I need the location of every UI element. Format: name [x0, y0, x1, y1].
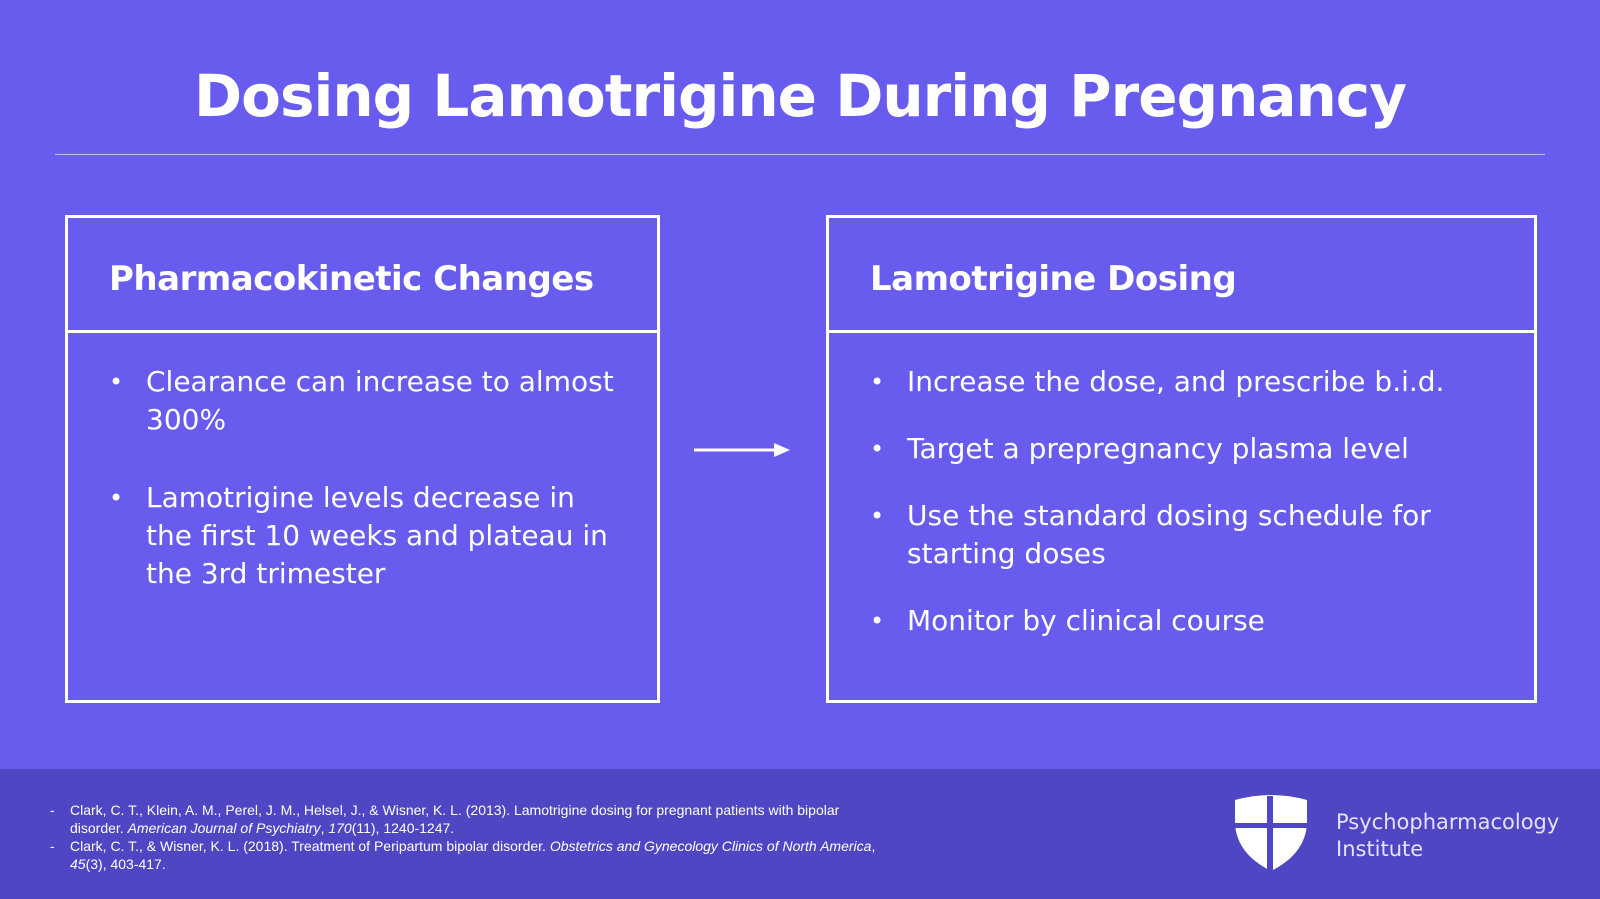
- reference-item: [50, 837, 890, 873]
- shield-cross-icon: [1231, 794, 1311, 872]
- bullet-icon: •: [109, 484, 124, 512]
- lamotrigine-dosing-card: [826, 215, 1537, 703]
- bullet-list: [870, 363, 1494, 640]
- list-item-text: Lamotrigine levels decrease in the first 10 weeks and plateau in the 3rd trimester: [146, 481, 608, 590]
- list-item-text: Increase the dose, and prescribe b.i.d.: [907, 365, 1445, 398]
- reference-journal: Obstetrics and Gynecology Clinics of North America: [549, 838, 872, 854]
- right-arrow-icon: [694, 440, 790, 460]
- card-heading: Pharmacokinetic Changes: [109, 259, 594, 299]
- list-item-text: Use the standard dosing schedule for starting doses: [907, 499, 1431, 570]
- bullet-icon: •: [870, 607, 885, 635]
- bullet-icon: •: [870, 502, 885, 530]
- list-item: [870, 497, 1494, 573]
- reference-separator: ,: [871, 838, 876, 854]
- footer: [0, 769, 1600, 899]
- reference-marker: -: [50, 802, 55, 818]
- list-item: [870, 363, 1494, 401]
- bullet-list: [109, 363, 617, 593]
- bullet-icon: •: [109, 368, 124, 396]
- reference-volume: 45: [70, 856, 86, 872]
- logo-line-1: Psychopharmacology: [1336, 810, 1560, 834]
- card-heading: Lamotrigine Dosing: [870, 259, 1237, 299]
- reference-text: Clark, C. T., Klein, A. M., Perel, J. M., Helsel, J., & Wisner, K. L. (2013). Lamotrigine dosing for pregnant patients with bipolar disorder.: [70, 802, 840, 836]
- logo-wordmark: [1336, 809, 1559, 863]
- card-header: [829, 218, 1534, 333]
- card-body: [829, 333, 1534, 640]
- list-item: [109, 363, 617, 439]
- list-item-text: Monitor by clinical course: [907, 604, 1265, 637]
- bullet-icon: •: [870, 435, 885, 463]
- reference-pages: (3), 403-417.: [85, 856, 166, 872]
- reference-volume: 170: [328, 820, 352, 836]
- reference-item: [50, 801, 890, 837]
- list-item: [870, 430, 1494, 468]
- reference-text: Clark, C. T., & Wisner, K. L. (2018). Treatment of Peripartum bipolar disorder.: [70, 838, 550, 854]
- card-body: [68, 333, 657, 593]
- reference-marker: -: [50, 838, 55, 854]
- reference-journal: American Journal of Psychiatry: [127, 820, 321, 836]
- slide-title: Dosing Lamotrigine During Pregnancy: [194, 62, 1406, 130]
- bullet-icon: •: [870, 368, 885, 396]
- list-item-text: Clearance can increase to almost 300%: [146, 365, 614, 436]
- pharmacokinetic-changes-card: [65, 215, 660, 703]
- title-divider: [55, 154, 1545, 155]
- references-list: [50, 801, 890, 873]
- reference-separator: ,: [320, 820, 329, 836]
- reference-pages: (11), 1240-1247.: [351, 820, 455, 836]
- list-item: [109, 479, 617, 593]
- card-header: [68, 218, 657, 333]
- logo-line-2: Institute: [1336, 837, 1424, 861]
- list-item: [870, 602, 1494, 640]
- list-item-text: Target a prepregnancy plasma level: [907, 432, 1409, 465]
